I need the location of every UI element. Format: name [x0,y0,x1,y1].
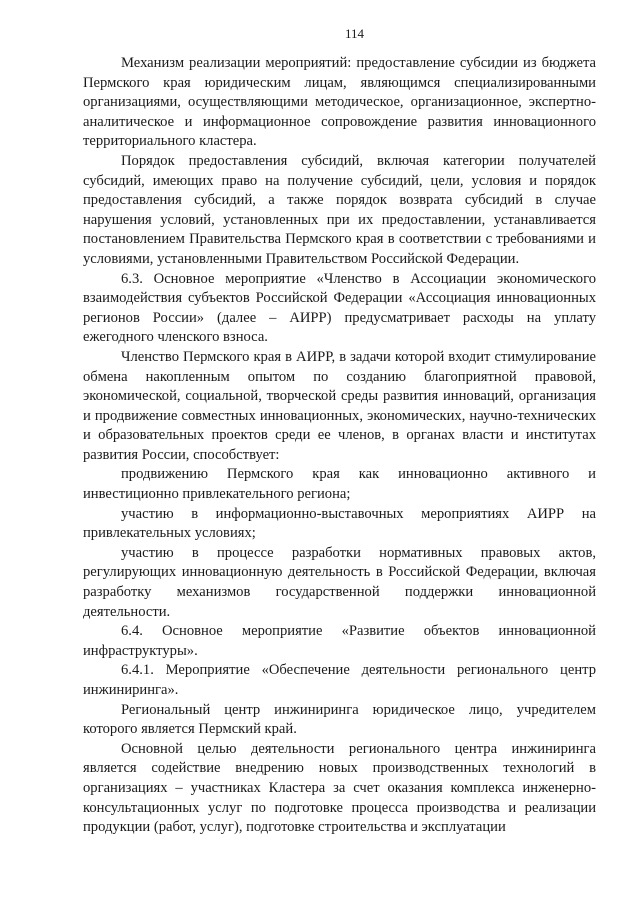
page-number: 114 [344,26,365,41]
paragraph-engineering-center-goal: Основной целью деятельности регионального центра инжиниринга является содействие внедрению новых производственных технологий в организациях – участниках Кластера за счет оказания комплекса инженерно-консультационных услуг по подготовке процесса производства и реализации продукции (работ, услуг), подготовке строительства и эксплуатации [83,740,596,836]
paragraph-airr-membership-goals: Членство Пермского края в АИРР, в задачи которой входит стимулирование обмена накопленным опытом по созданию благоприятной правовой, экономической, социальной, творческой среды развития инноваций, организация и продвижение совместных инновационных, экономических, научно-технических и образовательных проектов среди ее членов, в органах власти и институтах развития России, способствует: [83,348,596,463]
paragraph-subsidy-mechanism: Механизм реализации мероприятий: предоставление субсидии из бюджета Пермского края юридическим лицам, являющимся специализированными организациями, осуществляющими методическое, организационное, экспертно-аналитическое и информационное сопровождение развития инновационного территориального кластера. [83,55,596,150]
paragraph-infrastructure-event: 6.4. Основное мероприятие «Развитие объектов инновационной инфраструктуры». [83,623,596,659]
paragraph-subsidy-procedure: Порядок предоставления субсидий, включая категории получателей субсидий, имеющих право на получение субсидий, цели, условия и порядок предоставления субсидий, а также порядок возврата субсидий в случае нарушения условий, установленных при их предоставлении, устанавливается постановлением Правительства Пермского края в соответствии с требованиями и условиями, установленными Правительством Российской Федерации. [83,152,596,267]
list-item-exhibitions: участию в информационно-выставочных мероприятиях АИРР на привлекательных условиях; [83,505,596,542]
paragraph-engineering-center-founder: Региональный центр инжиниринга юридическое лицо, учредителем которого является Пермский край. [83,701,596,738]
list-item-legislation: участию в процессе разработки нормативных правовых актов, регулирующих инновационную деятельность в Российской Федерации, включая разработку механизмов государственной поддержки инновационной деятельности. [83,544,596,620]
paragraph-engineering-center-event: 6.4.1. Мероприятие «Обеспечение деятельности регионального центр инжиниринга». [83,662,596,698]
paragraph-airr-membership-event: 6.3. Основное мероприятие «Членство в Ассоциации экономического взаимодействия субъектов Российской Федерации «Ассоциация инновационных регионов России» (далее – АИРР) предусматривает расходы на уплату ежегодного членского взноса. [83,270,596,346]
list-item-promotion: продвижению Пермского края как инновационно активного и инвестиционно привлекательного региона; [83,466,596,503]
